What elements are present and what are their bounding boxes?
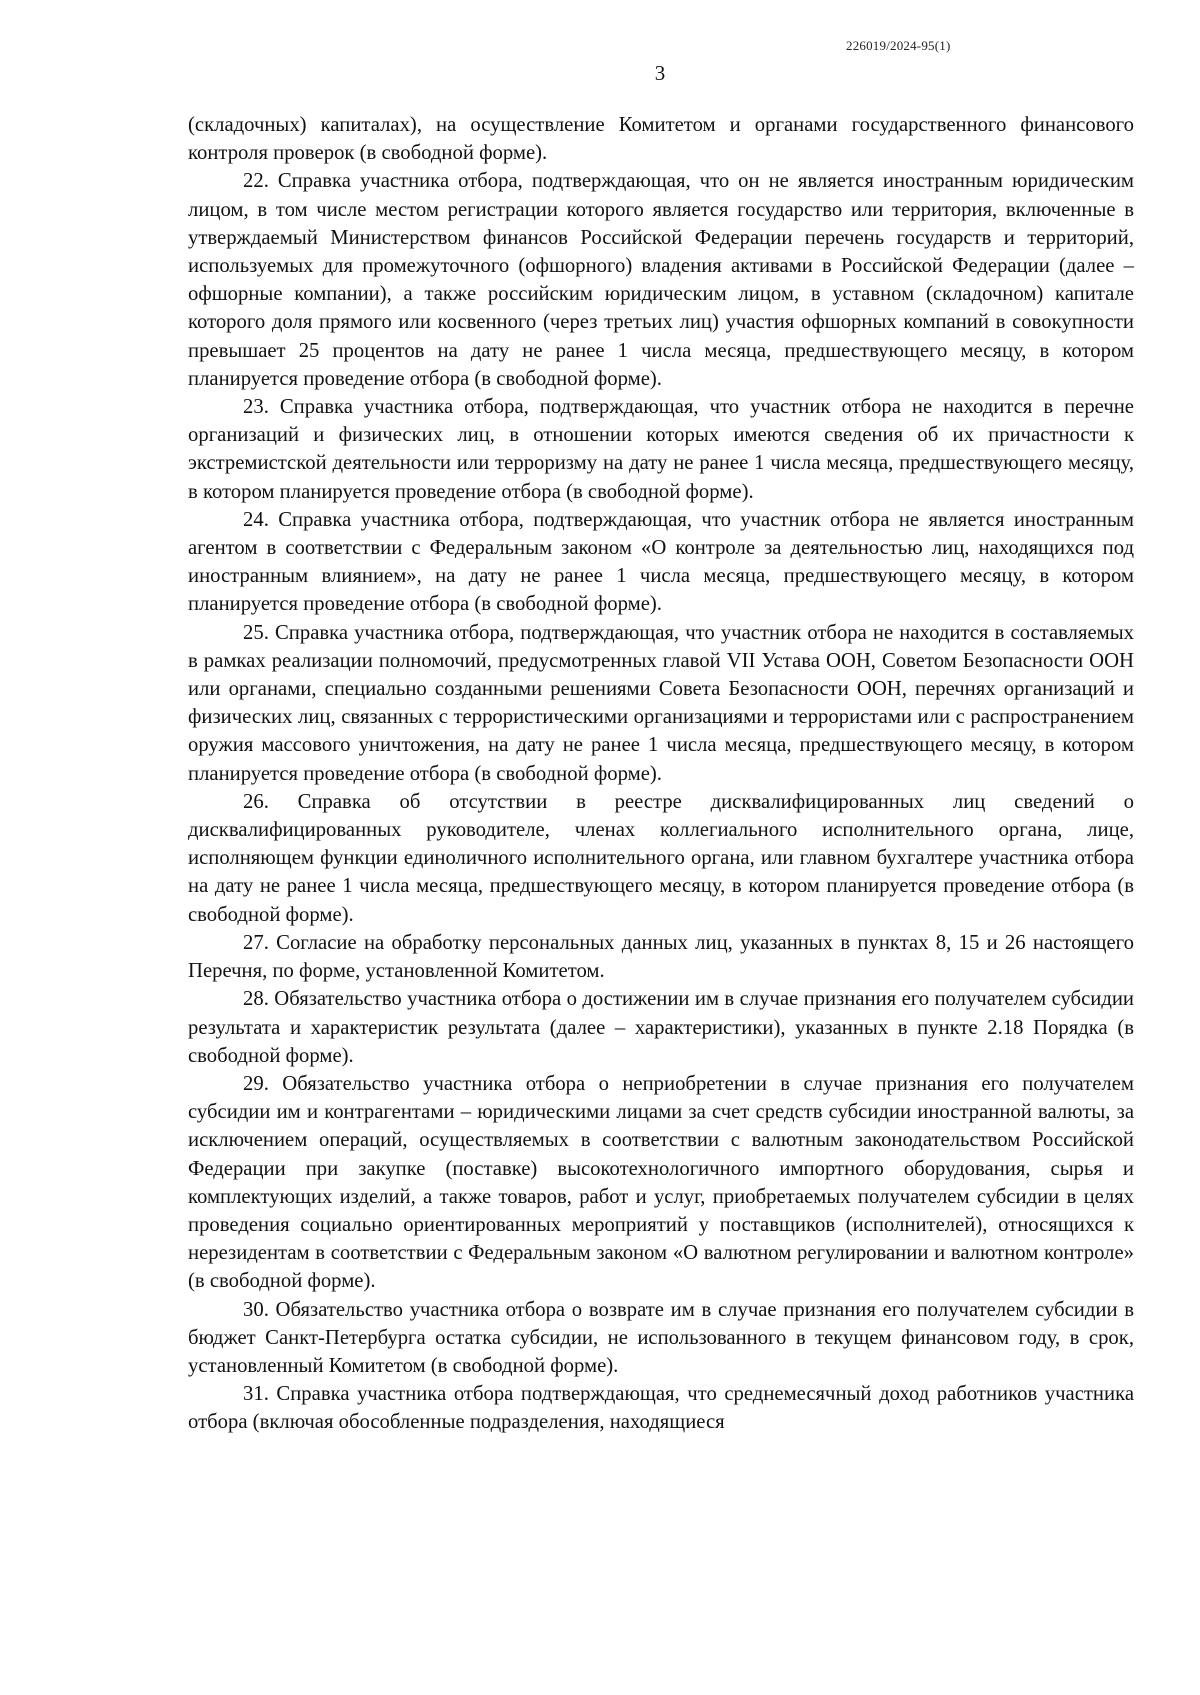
- page-number: 3: [654, 61, 666, 85]
- paragraph-item-25: 25. Справка участника отбора, подтверждающая, что участник отбора не находится в составляемых в рамках реализации полномочий, предусмотренных главой VII Устава ООН, Советом Безопасности ООН или органами, специально созданными решениями Совета Безопасности ООН, перечнях организаций и физических лиц, связанных с террористическими организациями и террористами или с распространением оружия массового уничтожения, на дату не ранее 1 числа месяца, предшествующего месяцу, в котором планируется проведение отбора (в свободной форме).: [188, 621, 1134, 785]
- paragraph-item-28: 28. Обязательство участника отбора о достижении им в случае признания его получателем субсидии результата и характеристик результата (далее – характеристики), указанных в пункте 2.18 Порядка (в свободной форме).: [188, 988, 1134, 1067]
- document-body: [188, 111, 1134, 1437]
- paragraph-item-30: 30. Обязательство участника отбора о возврате им в случае признания его получателем субсидии в бюджет Санкт-Петербурга остатка субсидии, не использованного в текущем финансовом году, в срок, установленный Комитетом (в свободной форме).: [188, 1298, 1134, 1377]
- paragraph-item-22: 22. Справка участника отбора, подтверждающая, что он не является иностранным юридическим лицом, в том числе местом регистрации которого является государство или территория, включенные в утверждаемый Министерством финансов Российской Федерации перечень государств и территорий, используемых для промежуточного (офшорного) владения активами в Российской Федерации (далее – офшорные компании), а также российским юридическим лицом, в уставном (складочном) капитале которого доля прямого или косвенного (через третьих лиц) участия офшорных компаний в совокупности превышает 25 процентов на дату не ранее 1 числа месяца, предшествующего месяцу, в котором планируется проведение отбора (в свободной форме).: [188, 170, 1134, 390]
- paragraph-item-31: 31. Справка участника отбора подтверждающая, что среднемесячный доход работников участника отбора (включая обособленные подразделения, находящиеся: [188, 1383, 1134, 1434]
- paragraph-continuation: (складочных) капиталах), на осуществление Комитетом и органами государственного финансового контроля проверок (в свободной форме).: [188, 114, 1134, 165]
- paragraph-item-23: 23. Справка участника отбора, подтверждающая, что участник отбора не находится в перечне организаций и физических лиц, в отношении которых имеются сведения об их причастности к экстремистской деятельности или терроризму на дату не ранее 1 числа месяца, предшествующего месяцу, в котором планируется проведение отбора (в свободной форме).: [188, 396, 1134, 503]
- document-number: 226019/2024-95(1): [846, 38, 951, 53]
- paragraph-item-26: 26. Справка об отсутствии в реестре дисквалифицированных лиц сведений о дисквалифицированных руководителе, членах коллегиального исполнительного органа, лице, исполняющем функции единоличного исполнительного органа, или главном бухгалтере участника отбора на дату не ранее 1 числа месяца, предшествующего месяцу, в котором планируется проведение отбора (в свободной форме).: [188, 790, 1134, 926]
- paragraph-item-27: 27. Согласие на обработку персональных данных лиц, указанных в пунктах 8, 15 и 26 настоящего Перечня, по форме, установленной Комитетом.: [188, 931, 1134, 983]
- paragraph-item-29: 29. Обязательство участника отбора о неприобретении в случае признания его получателем субсидии им и контрагентами – юридическими лицами за счет средств субсидии иностранной валюты, за исключением операций, осуществляемых в соответствии с валютным законодательством Российской Федерации при закупке (поставке) высокотехнологичного импортного оборудования, сырья и комплектующих изделий, а также товаров, работ и услуг, приобретаемых получателем субсидии в целях проведения социально ориентированных мероприятий у поставщиков (исполнителей), относящихся к нерезидентам в соответствии с Федеральным законом «О валютном регулировании и валютном контроле» (в свободной форме).: [188, 1072, 1134, 1293]
- paragraph-item-24: 24. Справка участника отбора, подтверждающая, что участник отбора не является иностранным агентом в соответствии с Федеральным законом «О контроле за деятельностью лиц, находящихся под иностранным влиянием», на дату не ранее 1 числа месяца, предшествующего месяцу, в котором планируется проведение отбора (в свободной форме).: [188, 508, 1134, 616]
